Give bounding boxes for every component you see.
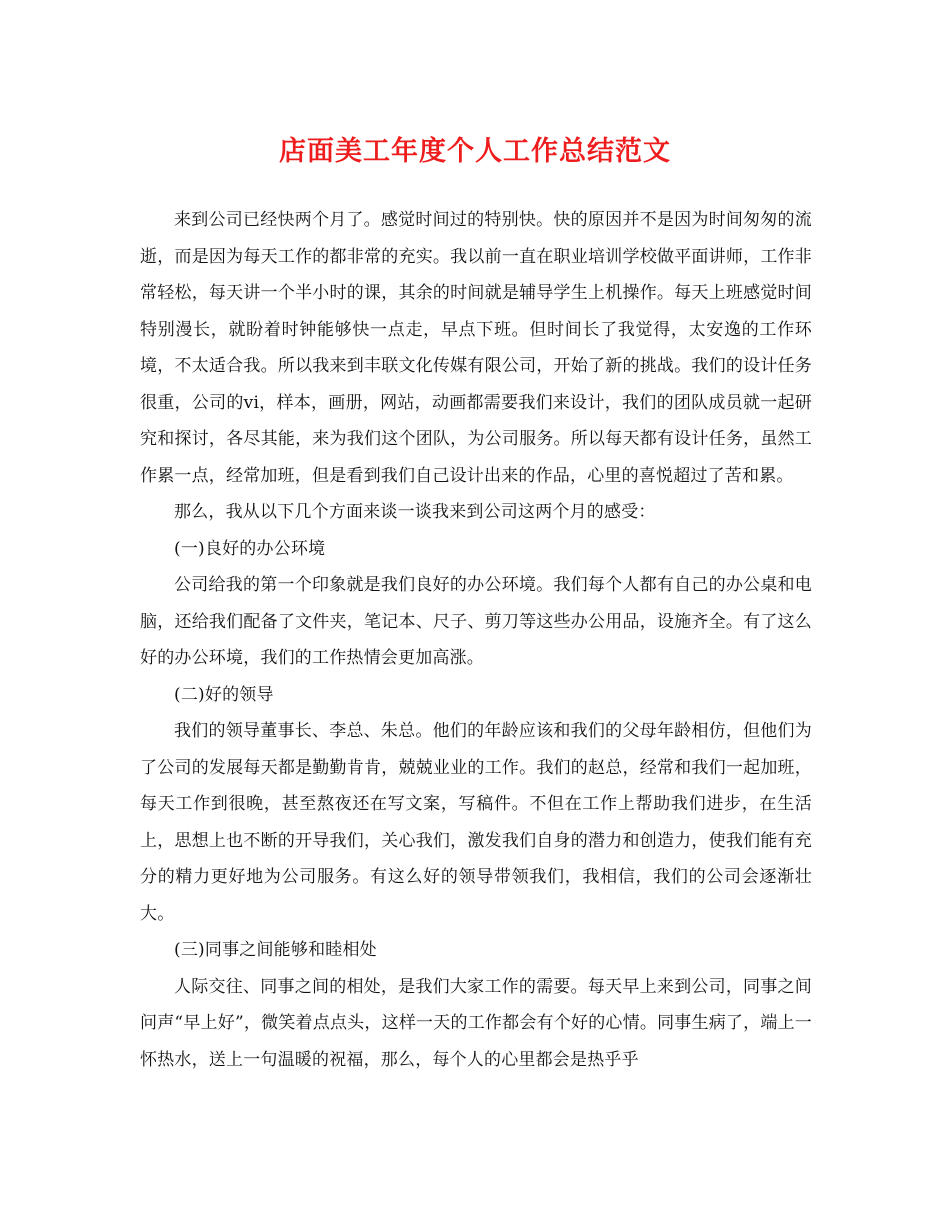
section-heading-colleagues: (三)同事之间能够和睦相处 [174,940,377,960]
section-heading-environment: (一)良好的办公环境 [174,538,326,559]
section-heading-leaders: (二)好的领导 [174,684,274,705]
paragraph-aspects: 那么，我从以下几个方面来谈一谈我来到公司这两个月的感受： [174,502,656,522]
document-title: 店面美工年度个人工作总结范文 [279,136,671,167]
paragraph-colleagues: 人际交往、同事之间的相处，是我们大家工作的需要。每天早上来到公司，同事之间问声“早上好”，微笑着点点头，这样一天的工作都会有个好的心情。同事生病了，端上一怀热水，送上一句温暖的祝福，那么，每个人的心里都会是热乎乎 [140,976,812,1070]
document-body [140,202,812,1078]
paragraph-environment: 公司给我的第一个印象就是我们良好的办公环境。我们每个人都有自己的办公桌和电脑，还给我们配备了文件夹，笔记本、尺子、剪刀等这些办公用品，设施齐全。有了这么好的办公环境，我们的工作热情会更加高涨。 [140,575,812,668]
paragraph-leaders: 我们的领导董事长、李总、朱总。他们的年龄应该和我们的父母年龄相仿，但他们为了公司的发展每天都是勤勤肯肯，兢兢业业的工作。我们的赵总，经常和我们一起加班，每天工作到很晚，甚至熬夜还在写文案，写稿件。不但在工作上帮助我们进步，在生活上，思想上也不断的开导我们，关心我们，激发我们自身的潜力和创造力，使我们能有充分的精力更好地为公司服务。有这么好的领导带领我们，我相信，我们的公司会逐渐壮大。 [140,721,812,924]
paragraph-intro: 来到公司已经快两个月了。感觉时间过的特别快。快的原因并不是因为时间匆匆的流逝，而是因为每天工作的都非常的充实。我以前一直在职业培训学校做平面讲师，工作非常轻松，每天讲一个半小时的课，其余的时间就是辅导学生上机操作。每天上班感觉时间特别漫长，就盼着时钟能够快一点走，早点下班。但时间长了我觉得，太安逸的工作环境，不太适合我。所以我来到丰联文化传媒有限公司，开始了新的挑战。我们的设计任务很重，公司的vi，样本，画册，网站，动画都需要我们来设计，我们的团队成员就一起研究和探讨，各尽其能，来为我们这个团队，为公司服务。所以每天都有设计任务，虽然工作累一点，经常加班，但是看到我们自己设计出来的作品，心里的喜悦超过了苦和累。 [140,210,812,486]
